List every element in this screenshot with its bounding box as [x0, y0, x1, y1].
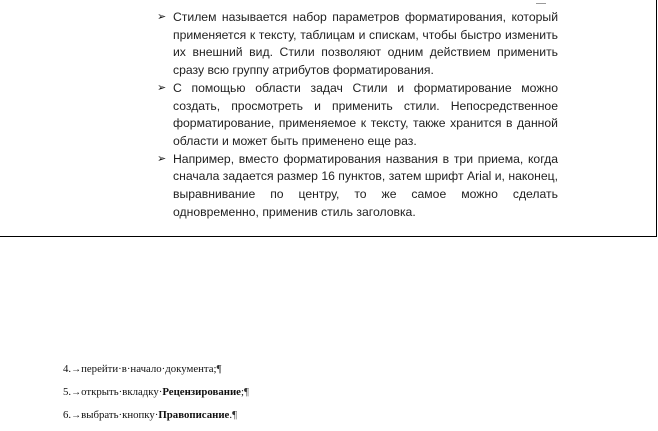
step-number: 6. — [63, 409, 72, 421]
step-item-4 — [63, 362, 249, 385]
bullet-item-example — [157, 151, 558, 222]
step-number: 4. — [63, 363, 72, 375]
bullet-item-task-pane — [157, 80, 558, 151]
step-text: выбрать·кнопку· — [81, 409, 159, 421]
step-text: перейти·в·начало·документа; — [81, 363, 217, 375]
step-punctuation: ; — [240, 386, 244, 398]
corner-dash — [536, 3, 546, 4]
pilcrow-icon: ¶ — [216, 363, 222, 375]
step-item-5 — [63, 385, 249, 408]
bullet-list — [157, 9, 558, 221]
arrow-bullet-icon: ➢ — [157, 11, 167, 23]
pilcrow-icon: ¶ — [232, 409, 237, 421]
numbered-steps — [63, 362, 249, 431]
bullet-text: Стилем называется набор параметров форматирования, который применяется к тексту, таблицам и спискам, чтобы быстро изменить их внешний вид. Стили позволяют одним действием применить сразу всю группу атрибутов форматирования. — [173, 10, 558, 78]
arrow-bullet-icon: ➢ — [157, 81, 167, 94]
tab-arrow-icon: → — [71, 364, 82, 375]
step-number: 5. — [63, 386, 72, 398]
tab-arrow-icon: → — [71, 387, 82, 398]
pilcrow-icon: ¶ — [243, 386, 249, 398]
bullet-text: С помощью области задач Стили и форматирование можно создать, просмотреть и применить стили. Непосредственное форматирование, применяемое к тексту, также хранится в данной области и может быть применено еще раз. — [173, 80, 558, 148]
bullet-item-style-definition — [157, 9, 558, 80]
bullet-text: Например, вместо форматирования названия в три приема, когда сначала задается размер 16 пунктов, затем шрифт Arial и, наконец, выравнивание по центру, то же самое можно сделать одновременно, применив стиль заголовка. — [173, 151, 558, 219]
tab-arrow-icon: → — [71, 410, 82, 421]
step-bold-term: Правописание — [158, 409, 230, 421]
step-punctuation: . — [229, 409, 233, 421]
arrow-bullet-icon: ➢ — [157, 152, 167, 165]
step-item-6 — [63, 408, 249, 431]
step-text: открыть·вкладку· — [81, 386, 163, 398]
step-bold-term: Рецензирование — [162, 386, 241, 398]
